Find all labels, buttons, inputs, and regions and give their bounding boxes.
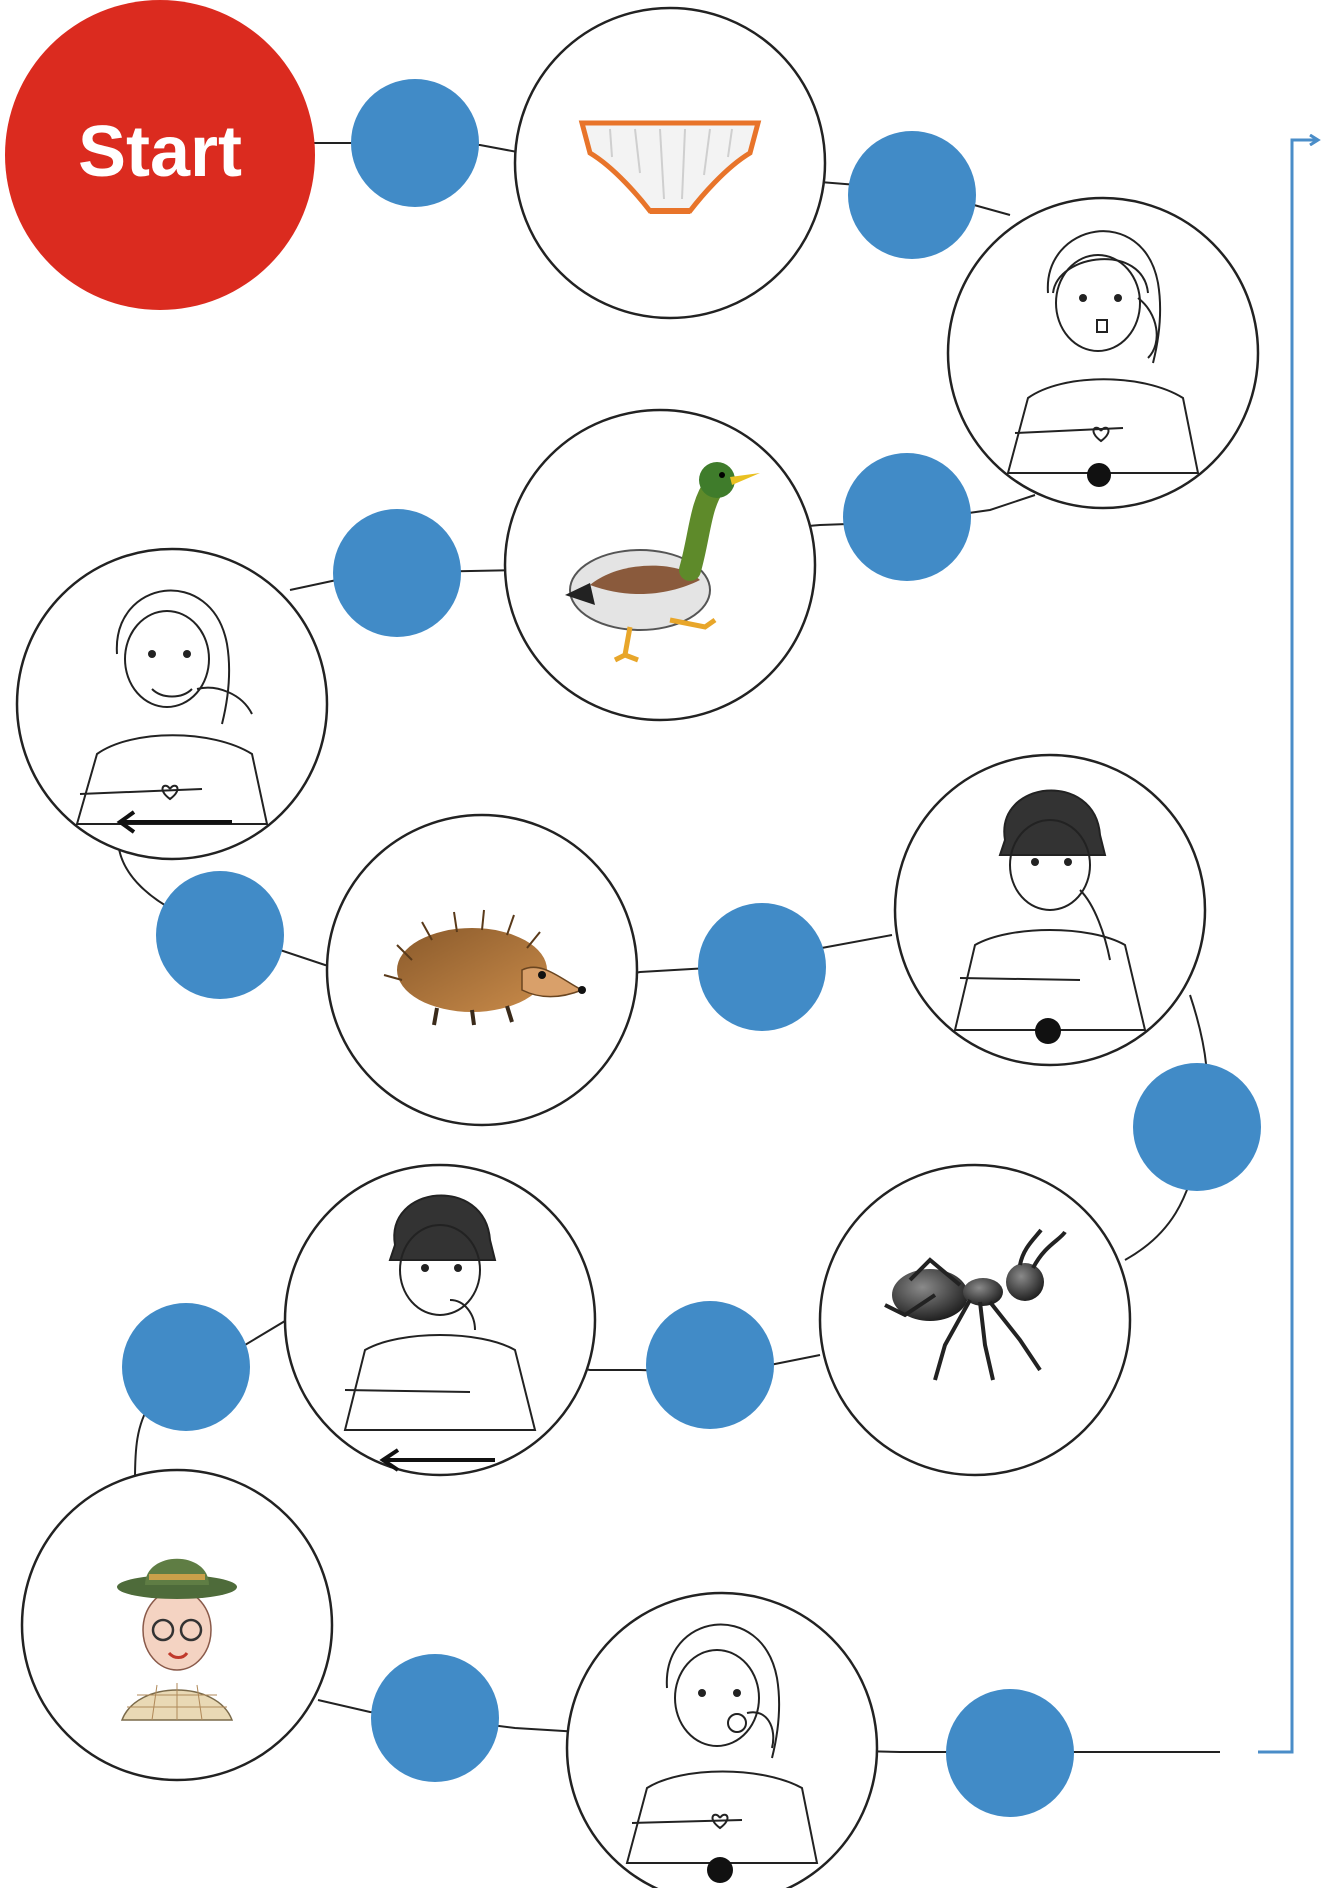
hedgehog-picture[interactable]	[327, 815, 637, 1125]
step-dot[interactable]	[351, 79, 479, 207]
step-dot[interactable]	[122, 1303, 250, 1431]
girl-sign-picture[interactable]	[948, 198, 1258, 508]
step-dot[interactable]	[698, 903, 826, 1031]
step-dot[interactable]	[848, 131, 976, 259]
step-dot[interactable]	[1133, 1063, 1261, 1191]
start-label: Start	[77, 112, 243, 192]
girl-sign-picture[interactable]	[567, 1593, 877, 1888]
boy-sign-picture[interactable]	[895, 755, 1205, 1065]
step-dot[interactable]	[946, 1689, 1074, 1817]
return-arrow	[1258, 140, 1318, 1752]
step-dot[interactable]	[333, 509, 461, 637]
grandmother-picture[interactable]	[22, 1470, 332, 1780]
arrow-up-right-icon	[1258, 140, 1318, 1752]
duck-picture[interactable]	[505, 410, 815, 720]
boy-sign-picture[interactable]	[285, 1165, 595, 1475]
underpants-picture[interactable]	[515, 8, 825, 318]
step-dot[interactable]	[371, 1654, 499, 1782]
step-dot[interactable]	[843, 453, 971, 581]
ant-picture[interactable]	[820, 1165, 1130, 1475]
start-space[interactable]	[5, 0, 315, 310]
girl-sign-picture[interactable]	[17, 549, 327, 859]
step-dot[interactable]	[156, 871, 284, 999]
step-dot[interactable]	[646, 1301, 774, 1429]
